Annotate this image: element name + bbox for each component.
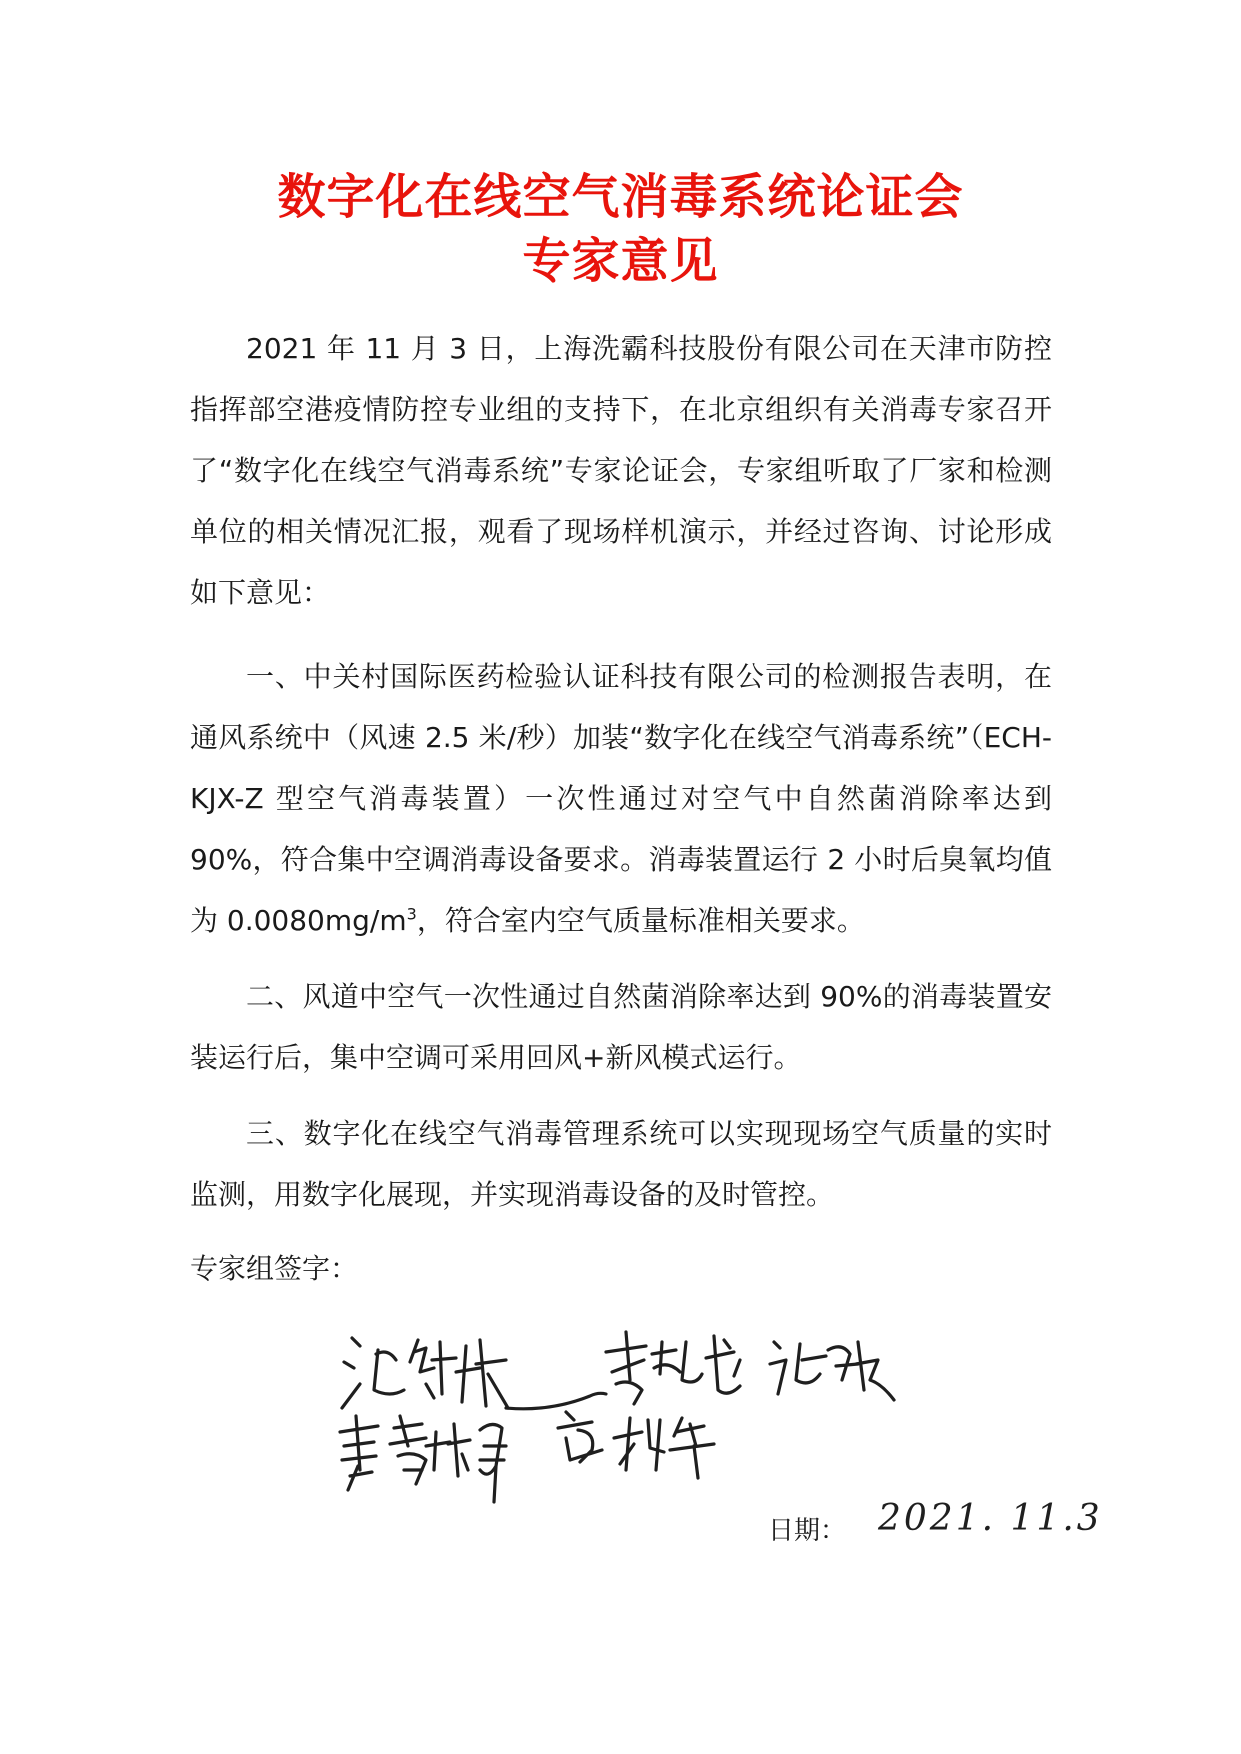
signature-2 (606, 1332, 740, 1404)
item-3-paragraph: 三、数字化在线空气消毒管理系统可以实现现场空气质量的实时监测，用数字化展现，并实现消毒设备的及时管控。 (190, 1117, 1052, 1211)
item-1-section (190, 646, 1052, 951)
item-1-superscript: 3 (406, 904, 417, 924)
signature-5 (558, 1412, 714, 1478)
date-label: 日期： (768, 1516, 847, 1546)
item-1-paragraph (190, 646, 1052, 951)
intro-paragraph: 2021 年 11 月 3 日，上海洗霸科技股份有限公司在天津市防控指挥部空港疫情防控专业组的支持下，在北京组织有关消毒专家召开了“数字化在线空气消毒系统”专家论证会，专家组听取了厂家和检测单位的相关情况汇报，观看了现场样机演示，并经过咨询、讨论形成如下意见： (190, 332, 1052, 609)
document-subtitle: 专家意见 (522, 233, 719, 289)
item-1-tail: ，符合室内空气质量标准相关要求。 (416, 904, 865, 937)
date-value: 2021. 11.3 (878, 1498, 1103, 1539)
document-title: 数字化在线空气消毒系统论证会 (277, 169, 964, 225)
signature-3 (770, 1342, 894, 1400)
signature-label: 专家组签字： (190, 1252, 359, 1285)
item-2-section (190, 966, 1052, 1088)
item-2-paragraph: 二、风道中空气一次性通过自然菌消除率达到 90%的消毒装置安装运行后，集中空调可采用回风+新风模式运行。 (190, 980, 1052, 1074)
intro-section (190, 318, 1052, 623)
item-1-text: 一、中关村国际医药检验认证科技有限公司的检测报告表明，在通风系统中（风速 2.5 米/秒）加装“数字化在线空气消毒系统”（ECH-KJX-Z 型空气消毒装置）一次性通过对空气中自然菌消除率达到 90%，符合集中空调消毒设备要求。消毒装置运行 2 小时后臭氧均值为 0.0080mg/m (190, 660, 1052, 937)
item-3-section (190, 1103, 1052, 1225)
handwritten-signatures (330, 1320, 1010, 1520)
signature-label-section (190, 1238, 1052, 1299)
signature-1 (342, 1338, 606, 1409)
signature-4 (340, 1416, 506, 1502)
